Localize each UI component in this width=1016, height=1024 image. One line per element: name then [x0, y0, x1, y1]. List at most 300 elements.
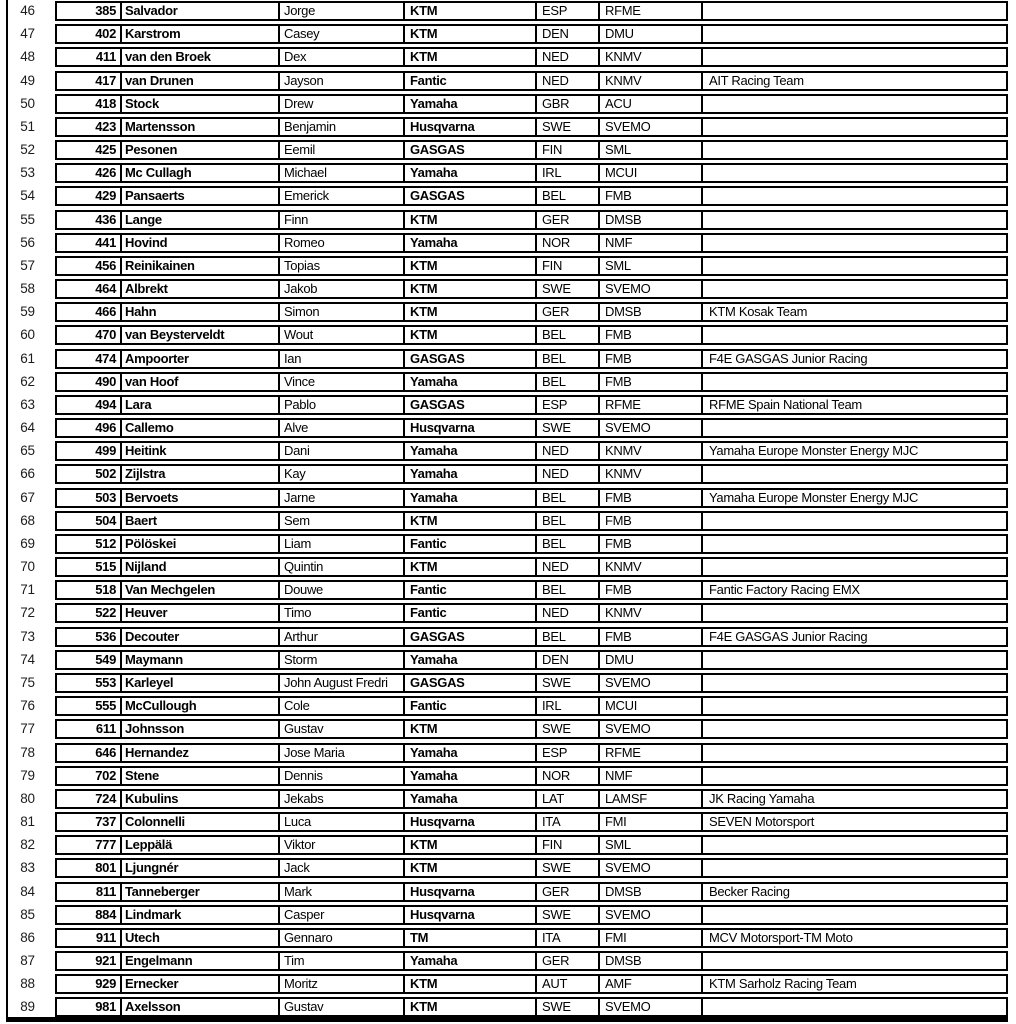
- federation-cell: KNMV: [600, 73, 703, 89]
- row-box: [55, 928, 1008, 948]
- last-name-cell: Tanneberger: [122, 884, 280, 900]
- country-cell: NED: [537, 73, 600, 89]
- row-number-label: 79: [20, 767, 35, 783]
- first-name-cell: Timo: [280, 605, 405, 621]
- table-row: [0, 233, 1016, 256]
- last-name-cell: Axelsson: [122, 999, 280, 1015]
- country-cell: NOR: [537, 768, 600, 784]
- row-number-label: 59: [20, 304, 35, 320]
- brand-cell: Yamaha: [405, 96, 537, 112]
- row-number-label: 84: [20, 883, 35, 899]
- country-cell: BEL: [537, 536, 600, 552]
- federation-cell: LAMSF: [600, 791, 703, 807]
- team-cell: [703, 466, 1006, 482]
- last-name-cell: Salvador: [122, 3, 280, 19]
- row-number-label: 78: [20, 744, 35, 760]
- table-row: [0, 858, 1016, 881]
- row-box: [55, 580, 1008, 600]
- row-box: [55, 349, 1008, 369]
- brand-cell: GASGAS: [405, 675, 537, 691]
- last-name-cell: Reinikainen: [122, 258, 280, 274]
- table-row: [0, 580, 1016, 603]
- race-number-cell: 490: [57, 374, 122, 390]
- country-cell: LAT: [537, 791, 600, 807]
- row-box: [55, 905, 1008, 925]
- federation-cell: SVEMO: [600, 281, 703, 297]
- federation-cell: SVEMO: [600, 420, 703, 436]
- first-name-cell: Michael: [280, 165, 405, 181]
- race-number-cell: 423: [57, 119, 122, 135]
- brand-cell: GASGAS: [405, 142, 537, 158]
- federation-cell: AMF: [600, 976, 703, 992]
- team-cell: [703, 536, 1006, 552]
- federation-cell: FMI: [600, 814, 703, 830]
- first-name-cell: Jarne: [280, 490, 405, 506]
- race-number-cell: 504: [57, 513, 122, 529]
- team-cell: [703, 721, 1006, 737]
- team-cell: [703, 49, 1006, 65]
- table-row: [0, 743, 1016, 766]
- brand-cell: KTM: [405, 976, 537, 992]
- brand-cell: KTM: [405, 327, 537, 343]
- row-box: [55, 24, 1008, 44]
- team-cell: [703, 837, 1006, 853]
- row-box: [55, 94, 1008, 114]
- row-box: [55, 140, 1008, 160]
- race-number-cell: 515: [57, 559, 122, 575]
- row-box: [55, 279, 1008, 299]
- brand-cell: Yamaha: [405, 165, 537, 181]
- federation-cell: FMB: [600, 490, 703, 506]
- country-cell: AUT: [537, 976, 600, 992]
- last-name-cell: Baert: [122, 513, 280, 529]
- row-number-label: 50: [20, 95, 35, 111]
- brand-cell: KTM: [405, 999, 537, 1015]
- last-name-cell: Hernandez: [122, 745, 280, 761]
- table-row: [0, 24, 1016, 47]
- federation-cell: FMB: [600, 327, 703, 343]
- country-cell: BEL: [537, 351, 600, 367]
- race-number-cell: 402: [57, 26, 122, 42]
- row-box: [55, 696, 1008, 716]
- table-row: [0, 464, 1016, 487]
- country-cell: GER: [537, 953, 600, 969]
- row-number-label: 47: [20, 26, 35, 42]
- table-row: [0, 140, 1016, 163]
- brand-cell: Husqvarna: [405, 420, 537, 436]
- country-cell: NED: [537, 605, 600, 621]
- brand-cell: GASGAS: [405, 351, 537, 367]
- country-cell: GBR: [537, 96, 600, 112]
- race-number-cell: 512: [57, 536, 122, 552]
- row-number-label: 62: [20, 373, 35, 389]
- last-name-cell: Johnsson: [122, 721, 280, 737]
- row-box: [55, 511, 1008, 531]
- row-box: [55, 256, 1008, 276]
- brand-cell: Husqvarna: [405, 119, 537, 135]
- federation-cell: SVEMO: [600, 907, 703, 923]
- first-name-cell: Liam: [280, 536, 405, 552]
- row-number-label: 68: [20, 512, 35, 528]
- first-name-cell: Gustav: [280, 721, 405, 737]
- race-number-cell: 611: [57, 721, 122, 737]
- team-cell: Yamaha Europe Monster Energy MJC: [709, 443, 919, 459]
- brand-cell: KTM: [405, 212, 537, 228]
- row-box: [55, 186, 1008, 206]
- team-cell: Yamaha Europe Monster Energy MJC: [709, 489, 919, 505]
- row-box: [55, 163, 1008, 183]
- team-cell: [703, 26, 1006, 42]
- table-row: [0, 117, 1016, 140]
- row-number-label: 49: [20, 72, 35, 88]
- last-name-cell: Albrekt: [122, 281, 280, 297]
- first-name-cell: Gennaro: [280, 930, 405, 946]
- first-name-cell: Jack: [280, 860, 405, 876]
- race-number-cell: 496: [57, 420, 122, 436]
- last-name-cell: Hahn: [122, 304, 280, 320]
- race-number-cell: 553: [57, 675, 122, 691]
- race-number-cell: 436: [57, 212, 122, 228]
- federation-cell: KNMV: [600, 443, 703, 459]
- brand-cell: Yamaha: [405, 745, 537, 761]
- race-number-cell: 464: [57, 281, 122, 297]
- last-name-cell: Mc Cullagh: [122, 165, 280, 181]
- country-cell: ESP: [537, 745, 600, 761]
- team-cell: [703, 513, 1006, 529]
- row-box: [55, 372, 1008, 392]
- brand-cell: KTM: [405, 26, 537, 42]
- first-name-cell: Pablo: [280, 397, 405, 413]
- race-number-cell: 441: [57, 235, 122, 251]
- race-number-cell: 536: [57, 629, 122, 645]
- country-cell: BEL: [537, 582, 600, 598]
- country-cell: NED: [537, 443, 600, 459]
- race-number-cell: 418: [57, 96, 122, 112]
- last-name-cell: Karleyel: [122, 675, 280, 691]
- table-row: [0, 974, 1016, 997]
- table-row: [0, 951, 1016, 974]
- country-cell: GER: [537, 884, 600, 900]
- row-number-label: 77: [20, 721, 35, 737]
- last-name-cell: Martensson: [122, 119, 280, 135]
- row-box: [55, 488, 1008, 508]
- federation-cell: FMB: [600, 188, 703, 204]
- row-box: [55, 835, 1008, 855]
- race-number-cell: 417: [57, 73, 122, 89]
- country-cell: SWE: [537, 281, 600, 297]
- row-number-label: 52: [20, 142, 35, 158]
- table-row: [0, 349, 1016, 372]
- team-cell: Becker Racing: [709, 883, 790, 899]
- first-name-cell: Sem: [280, 513, 405, 529]
- table-row: [0, 650, 1016, 673]
- row-number-label: 61: [20, 350, 35, 366]
- team-cell: KTM Sarholz Racing Team: [709, 976, 857, 992]
- brand-cell: Yamaha: [405, 490, 537, 506]
- last-name-cell: Lindmark: [122, 907, 280, 923]
- race-number-cell: 499: [57, 443, 122, 459]
- country-cell: ITA: [537, 814, 600, 830]
- team-cell: Fantic Factory Racing EMX: [709, 582, 860, 598]
- federation-cell: SVEMO: [600, 119, 703, 135]
- federation-cell: FMB: [600, 351, 703, 367]
- team-cell: [703, 281, 1006, 297]
- race-number-cell: 385: [57, 3, 122, 19]
- first-name-cell: Tim: [280, 953, 405, 969]
- row-box: [55, 71, 1008, 91]
- row-box: [55, 719, 1008, 739]
- race-number-cell: 518: [57, 582, 122, 598]
- row-number-label: 85: [20, 906, 35, 922]
- row-box: [55, 812, 1008, 832]
- country-cell: GER: [537, 304, 600, 320]
- first-name-cell: Casey: [280, 26, 405, 42]
- brand-cell: KTM: [405, 559, 537, 575]
- first-name-cell: Benjamin: [280, 119, 405, 135]
- team-cell: F4E GASGAS Junior Racing: [709, 350, 868, 366]
- first-name-cell: Finn: [280, 212, 405, 228]
- table-row: [0, 696, 1016, 719]
- table-row: [0, 835, 1016, 858]
- table-row: [0, 163, 1016, 186]
- first-name-cell: John August Fredri: [280, 675, 405, 691]
- first-name-cell: Gustav: [280, 999, 405, 1015]
- last-name-cell: Ampoorter: [122, 351, 280, 367]
- country-cell: FIN: [537, 837, 600, 853]
- table-row: [0, 789, 1016, 812]
- team-cell: [703, 698, 1006, 714]
- federation-cell: RFME: [600, 397, 703, 413]
- row-box: [55, 627, 1008, 647]
- table-row: [0, 71, 1016, 94]
- brand-cell: Yamaha: [405, 443, 537, 459]
- brand-cell: KTM: [405, 3, 537, 19]
- team-cell: [703, 119, 1006, 135]
- last-name-cell: Callemo: [122, 420, 280, 436]
- row-box: [55, 325, 1008, 345]
- team-cell: [703, 212, 1006, 228]
- country-cell: NED: [537, 559, 600, 575]
- country-cell: DEN: [537, 26, 600, 42]
- team-cell: KTM Kosak Team: [709, 304, 808, 320]
- last-name-cell: van Drunen: [122, 73, 280, 89]
- country-cell: IRL: [537, 165, 600, 181]
- country-cell: BEL: [537, 374, 600, 390]
- team-cell: [703, 999, 1006, 1015]
- team-cell: [703, 142, 1006, 158]
- table-row: [0, 441, 1016, 464]
- race-number-cell: 466: [57, 304, 122, 320]
- team-cell: [703, 907, 1006, 923]
- rider-entry-table: [0, 1, 1016, 1021]
- federation-cell: DMSB: [600, 304, 703, 320]
- row-box: [55, 974, 1008, 994]
- race-number-cell: 470: [57, 327, 122, 343]
- row-number-label: 69: [20, 535, 35, 551]
- country-cell: BEL: [537, 513, 600, 529]
- brand-cell: Fantic: [405, 73, 537, 89]
- table-row: [0, 488, 1016, 511]
- last-name-cell: Zijlstra: [122, 466, 280, 482]
- first-name-cell: Romeo: [280, 235, 405, 251]
- brand-cell: Fantic: [405, 582, 537, 598]
- row-number-label: 73: [20, 628, 35, 644]
- team-cell: [703, 188, 1006, 204]
- row-number-label: 70: [20, 559, 35, 575]
- first-name-cell: Jakob: [280, 281, 405, 297]
- race-number-cell: 884: [57, 907, 122, 923]
- first-name-cell: Alve: [280, 420, 405, 436]
- race-number-cell: 502: [57, 466, 122, 482]
- race-number-cell: 411: [57, 49, 122, 65]
- federation-cell: DMU: [600, 652, 703, 668]
- table-row: [0, 534, 1016, 557]
- federation-cell: RFME: [600, 745, 703, 761]
- row-box: [55, 233, 1008, 253]
- first-name-cell: Ian: [280, 351, 405, 367]
- federation-cell: DMSB: [600, 953, 703, 969]
- first-name-cell: Storm: [280, 652, 405, 668]
- row-number-label: 86: [20, 929, 35, 945]
- race-number-cell: 456: [57, 258, 122, 274]
- table-row: [0, 1, 1016, 24]
- first-name-cell: Jekabs: [280, 791, 405, 807]
- first-name-cell: Mark: [280, 884, 405, 900]
- row-number-label: 71: [20, 582, 35, 598]
- table-row: [0, 627, 1016, 650]
- first-name-cell: Quintin: [280, 559, 405, 575]
- team-cell: AIT Racing Team: [709, 72, 804, 88]
- federation-cell: FMI: [600, 930, 703, 946]
- row-number-label: 80: [20, 790, 35, 806]
- federation-cell: FMB: [600, 513, 703, 529]
- last-name-cell: Bervoets: [122, 490, 280, 506]
- country-cell: BEL: [537, 490, 600, 506]
- race-number-cell: 801: [57, 860, 122, 876]
- country-cell: BEL: [537, 188, 600, 204]
- first-name-cell: Luca: [280, 814, 405, 830]
- row-number-label: 75: [20, 674, 35, 690]
- last-name-cell: Leppälä: [122, 837, 280, 853]
- brand-cell: Fantic: [405, 698, 537, 714]
- federation-cell: FMB: [600, 374, 703, 390]
- last-name-cell: Heuver: [122, 605, 280, 621]
- last-name-cell: Stene: [122, 768, 280, 784]
- country-cell: SWE: [537, 721, 600, 737]
- last-name-cell: Van Mechgelen: [122, 582, 280, 598]
- federation-cell: KNMV: [600, 605, 703, 621]
- row-box: [55, 557, 1008, 577]
- race-number-cell: 522: [57, 605, 122, 621]
- brand-cell: KTM: [405, 281, 537, 297]
- team-cell: F4E GASGAS Junior Racing: [709, 628, 868, 644]
- brand-cell: Yamaha: [405, 652, 537, 668]
- first-name-cell: Vince: [280, 374, 405, 390]
- federation-cell: SVEMO: [600, 860, 703, 876]
- row-number-label: 83: [20, 860, 35, 876]
- first-name-cell: Douwe: [280, 582, 405, 598]
- country-cell: FIN: [537, 258, 600, 274]
- team-cell: [703, 675, 1006, 691]
- table-row: [0, 511, 1016, 534]
- brand-cell: KTM: [405, 721, 537, 737]
- table-row: [0, 325, 1016, 348]
- country-cell: BEL: [537, 629, 600, 645]
- federation-cell: FMB: [600, 629, 703, 645]
- race-number-cell: 646: [57, 745, 122, 761]
- team-cell: [703, 768, 1006, 784]
- federation-cell: NMF: [600, 235, 703, 251]
- brand-cell: GASGAS: [405, 397, 537, 413]
- team-cell: JK Racing Yamaha: [709, 790, 815, 806]
- race-number-cell: 503: [57, 490, 122, 506]
- team-cell: [703, 374, 1006, 390]
- race-number-cell: 426: [57, 165, 122, 181]
- race-number-cell: 811: [57, 884, 122, 900]
- country-cell: BEL: [537, 327, 600, 343]
- table-row: [0, 905, 1016, 928]
- country-cell: DEN: [537, 652, 600, 668]
- last-name-cell: van den Broek: [122, 49, 280, 65]
- row-box: [55, 395, 1008, 415]
- row-box: [55, 117, 1008, 137]
- race-number-cell: 981: [57, 999, 122, 1015]
- table-bottom-border: [6, 1017, 1008, 1022]
- row-box: [55, 603, 1008, 623]
- first-name-cell: Viktor: [280, 837, 405, 853]
- table-row: [0, 673, 1016, 696]
- row-box: [55, 766, 1008, 786]
- row-number-label: 46: [20, 3, 35, 18]
- row-box: [55, 302, 1008, 322]
- race-number-cell: 921: [57, 953, 122, 969]
- country-cell: SWE: [537, 860, 600, 876]
- last-name-cell: Engelmann: [122, 953, 280, 969]
- brand-cell: KTM: [405, 513, 537, 529]
- last-name-cell: Maymann: [122, 652, 280, 668]
- team-cell: [703, 420, 1006, 436]
- row-number-label: 53: [20, 165, 35, 181]
- race-number-cell: 549: [57, 652, 122, 668]
- first-name-cell: Wout: [280, 327, 405, 343]
- brand-cell: Husqvarna: [405, 814, 537, 830]
- first-name-cell: Jose Maria: [280, 745, 405, 761]
- last-name-cell: Ljungnér: [122, 860, 280, 876]
- brand-cell: Yamaha: [405, 791, 537, 807]
- row-number-label: 63: [20, 396, 35, 412]
- row-box: [55, 951, 1008, 971]
- federation-cell: NMF: [600, 768, 703, 784]
- team-cell: [703, 652, 1006, 668]
- country-cell: SWE: [537, 999, 600, 1015]
- brand-cell: Yamaha: [405, 953, 537, 969]
- brand-cell: Yamaha: [405, 235, 537, 251]
- country-cell: FIN: [537, 142, 600, 158]
- team-cell: [703, 605, 1006, 621]
- brand-cell: Husqvarna: [405, 884, 537, 900]
- table-row: [0, 302, 1016, 325]
- table-row: [0, 94, 1016, 117]
- last-name-cell: Colonnelli: [122, 814, 280, 830]
- row-box: [55, 858, 1008, 878]
- race-number-cell: 425: [57, 142, 122, 158]
- row-box: [55, 418, 1008, 438]
- last-name-cell: McCullough: [122, 698, 280, 714]
- federation-cell: MCUI: [600, 165, 703, 181]
- country-cell: GER: [537, 212, 600, 228]
- first-name-cell: Drew: [280, 96, 405, 112]
- first-name-cell: Cole: [280, 698, 405, 714]
